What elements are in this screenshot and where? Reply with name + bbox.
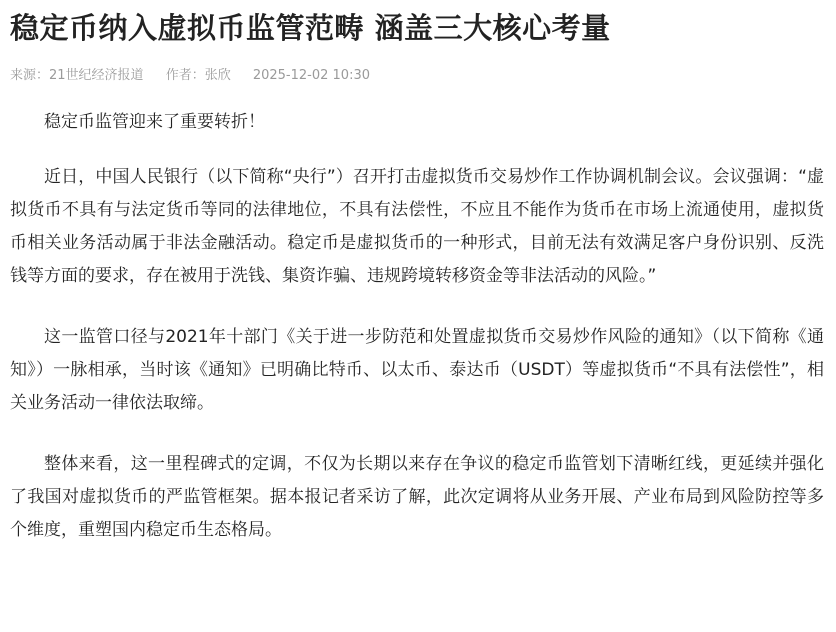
article-datetime: 2025-12-02 10:30 [252,68,370,83]
article-author: 作者：张欣 [165,68,231,83]
article-meta [10,66,824,86]
paragraph: 整体来看，这一里程碑式的定调，不仅为长期以来存在争议的稳定币监管划下清晰红线，更延续并强化了我国对虚拟货币的严监管框架。据本报记者采访了解，此次定调将从业务开展、产业布局到风险防控等多个维度，重塑国内稳定币生态格局。 [10,454,824,540]
paragraph: 这一监管口径与2021年十部门《关于进一步防范和处置虚拟货币交易炒作风险的通知》（以下简称《通知》）一脉相承，当时该《通知》已明确比特币、以太币、泰达币（USDT）等虚拟货币“不具有法偿性”，相关业务活动一律依法取缔。 [10,327,824,413]
paragraph: 稳定币监管迎来了重要转折！ [44,112,265,132]
article-title: 稳定币纳入虚拟币监管范畴 涵盖三大核心考量 [10,11,611,45]
article-body [10,106,824,547]
paragraph: 近日，中国人民银行（以下简称“央行”）召开打击虚拟货币交易炒作工作协调机制会议。会议强调：“虚拟货币不具有与法定货币等同的法律地位，不具有法偿性，不应且不能作为货币在市场上流通使用，虚拟货币相关业务活动属于非法金融活动。稳定币是虚拟货币的一种形式，目前无法有效满足客户身份识别、反洗钱等方面的要求，存在被用于洗钱、集资诈骗、违规跨境转移资金等非法活动的风险。” [10,167,824,286]
article-source: 来源：21世纪经济报道 [10,68,144,83]
